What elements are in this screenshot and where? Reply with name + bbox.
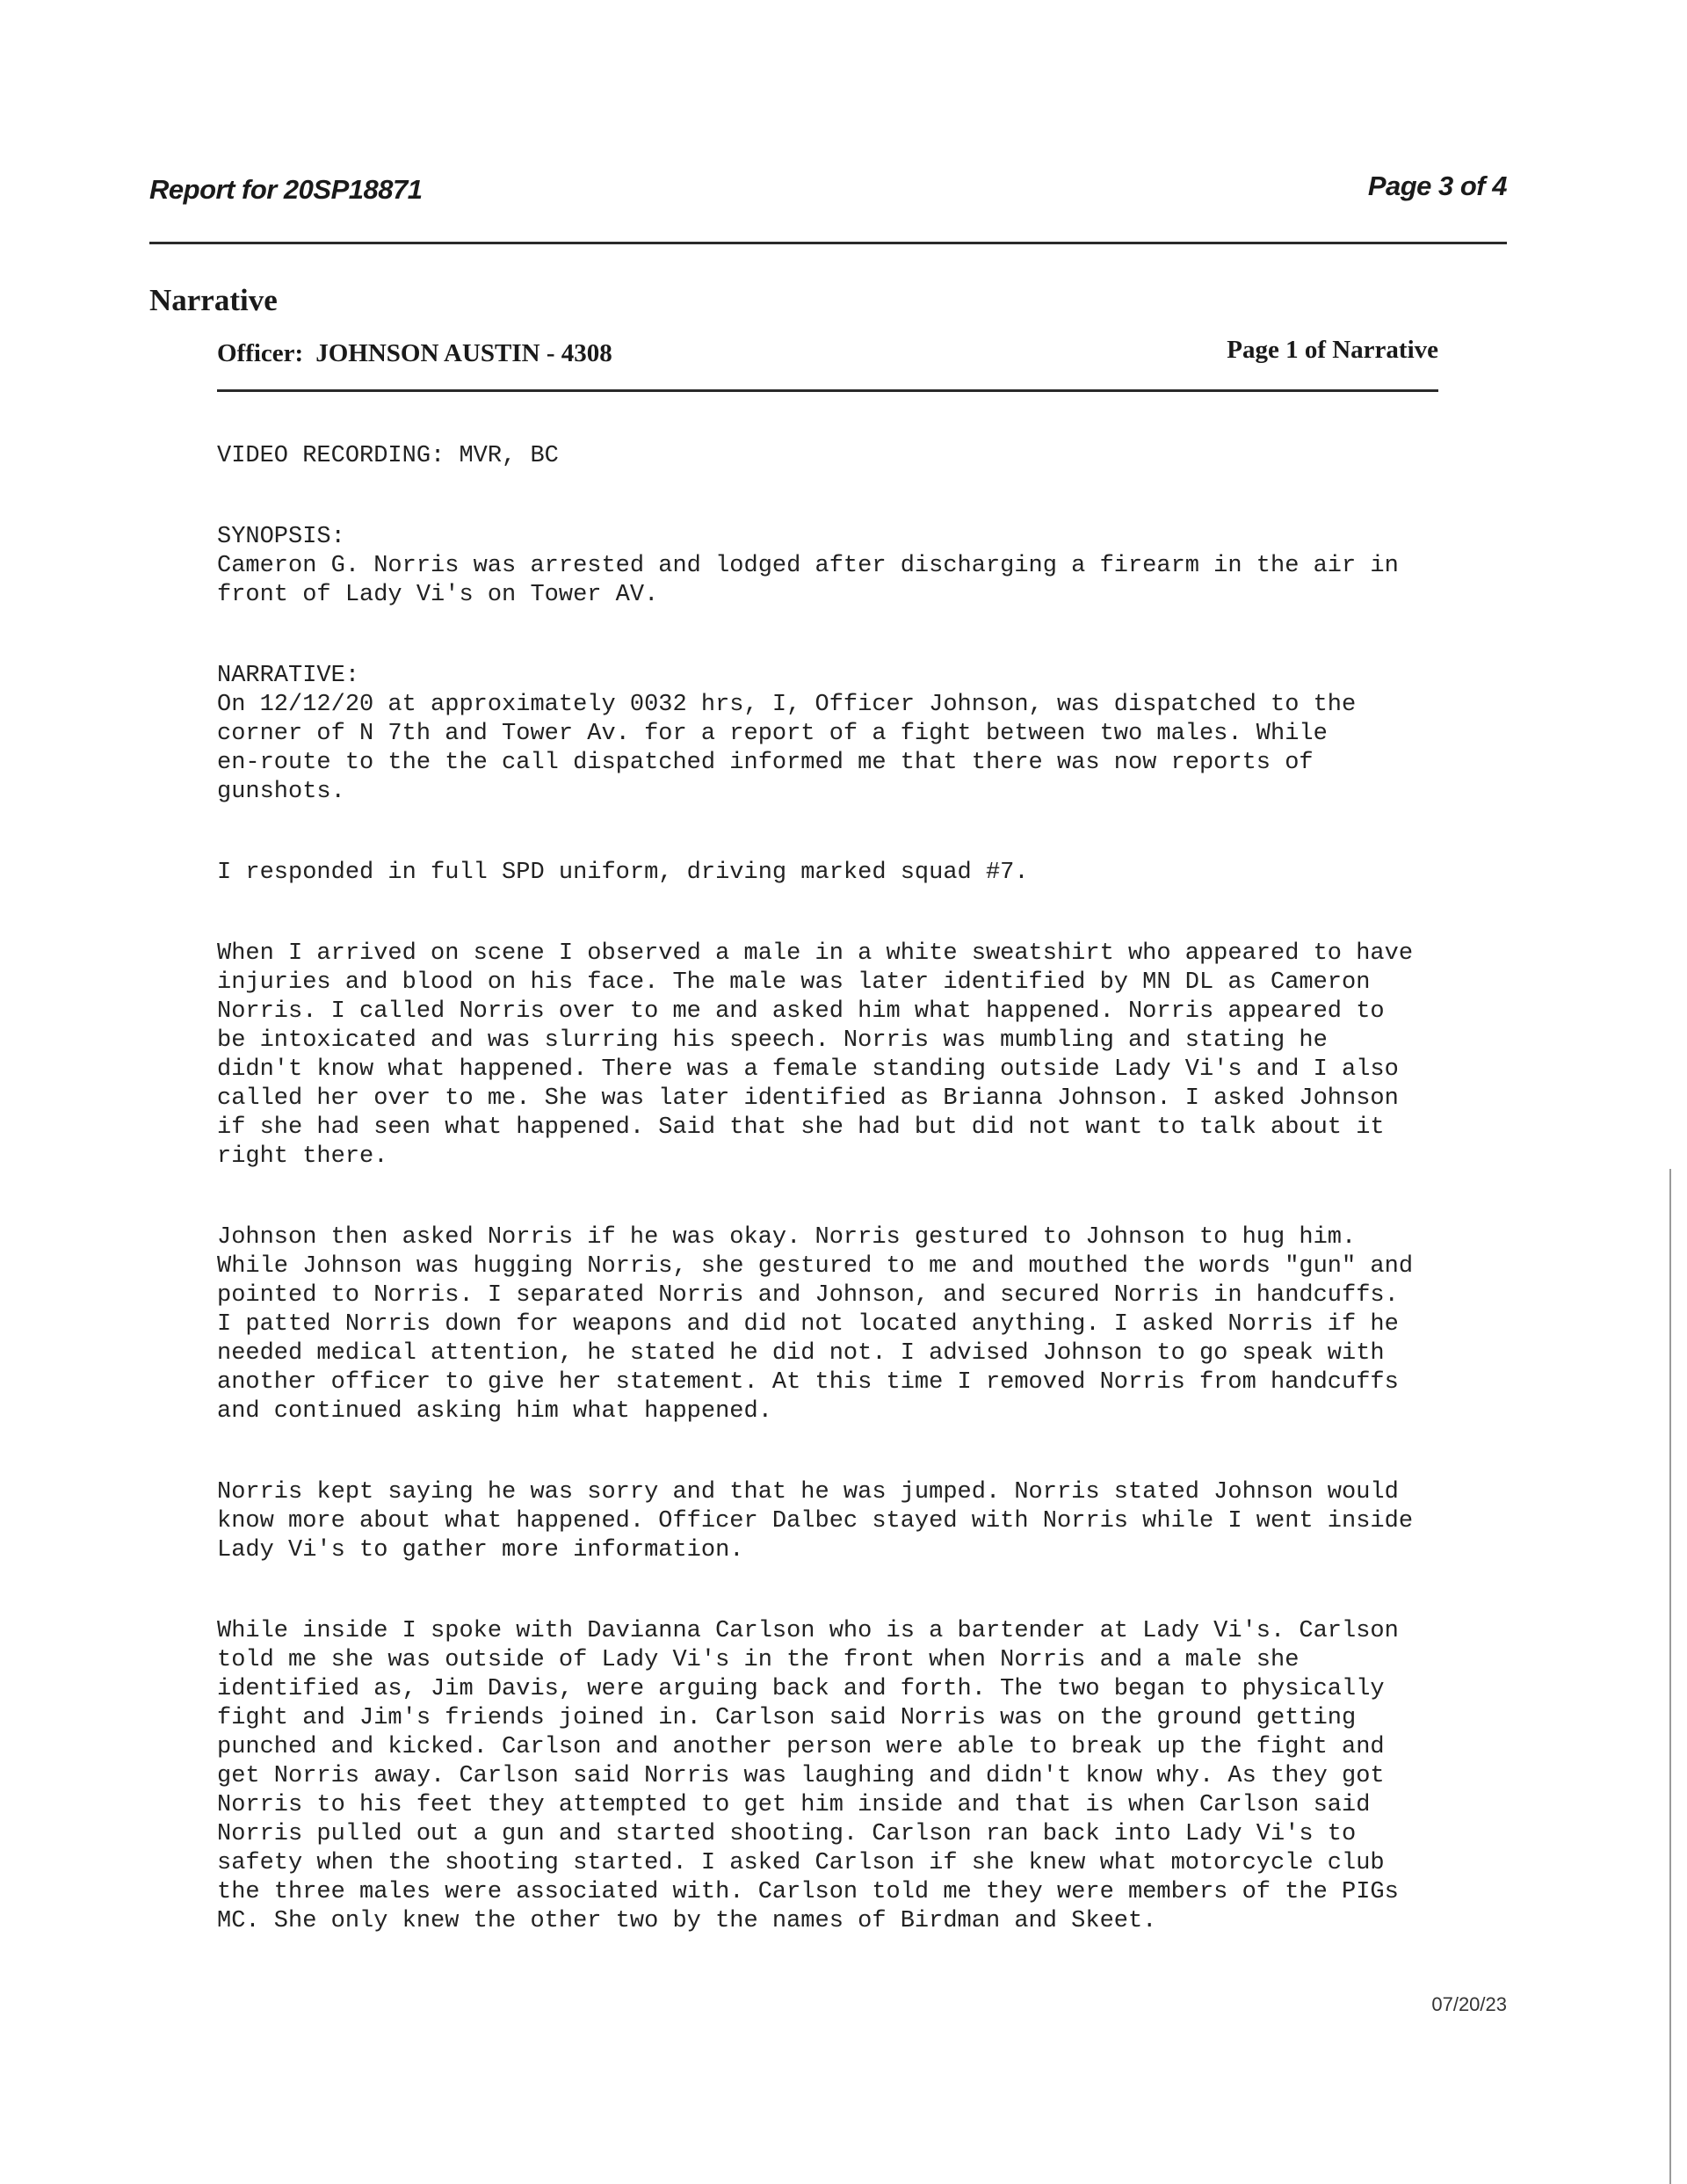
section-heading: Narrative xyxy=(149,283,278,317)
header-divider xyxy=(149,242,1507,244)
page-number: Page 3 of 4 xyxy=(1367,171,1507,201)
narrative-header xyxy=(217,336,1438,374)
report-title: Report for 20SP18871 xyxy=(149,174,423,205)
video-recording-line: VIDEO RECORDING: MVR, BC xyxy=(217,443,559,469)
johnson-paragraph: Johnson then asked Norris if he was okay. Norris gestured to Johnson to hug him. While Johnson was hugging Norris, she gestured to me and mouthed the words "gun" and pointed to Norris. I separated Norris and Johnson, and secured Norris in handcuffs. I patted Norris down for weapons and did not located anything. I asked Norris if he needed medical attention, he stated he did not. I advised Johnson to go speak with another officer to give her statement. At this time I removed Norris from handcuffs and continued asking him what happened. xyxy=(217,1224,1414,1425)
officer-name: JOHNSON AUSTIN - 4308 xyxy=(315,339,612,367)
page-header xyxy=(149,171,1507,218)
scan-edge-line xyxy=(1669,1169,1671,2184)
narrative-divider xyxy=(217,389,1438,392)
inside-paragraph: While inside I spoke with Davianna Carlson who is a bartender at Lady Vi's. Carlson told me she was outside of Lady Vi's in the front when Norris and a male she identified as, Jim Davis, were arguing back and forth. The two began to physically fight and Jim's friends joined in. Carlson said Norris was on the ground getting punched and kicked. Carlson and another person were able to break up the fight and get Norris away. Carlson said Norris was laughing and didn't know why. As they got Norris to his feet they attempted to get him inside and that is when Carlson said Norris pulled out a gun and started shooting. Carlson ran back into Lady Vi's to safety when the shooting started. I asked Carlson if she knew what motorcycle club the three males were associated with. Carlson told me they were members of the PIGs MC. She only knew the other two by the names of Birdman and Skeet. xyxy=(217,1618,1399,1934)
narrative-intro-paragraph: NARRATIVE: On 12/12/20 at approximately 0032 hrs, I, Officer Johnson, was dispatched to the corner of N 7th and Tower Av. for a report of a fight between two males. While en-route to the the call dispatched informed me that there was now reports of gunshots. xyxy=(217,663,1357,805)
officer-line xyxy=(217,339,612,368)
synopsis-paragraph: SYNOPSIS: Cameron G. Norris was arrested and lodged after discharging a firearm in the air in front of Lady Vi's on Tower AV. xyxy=(217,524,1399,608)
arrived-paragraph: When I arrived on scene I observed a male in a white sweatshirt who appeared to have injuries and blood on his face. The male was later identified by MN DL as Cameron Norris. I called Norris over to me and asked him what happened. Norris appeared to be intoxicated and was slurring his speech. Norris was mumbling and stating he didn't know what happened. There was a female standing outside Lady Vi's and I also called her over to me. She was later identified as Brianna Johnson. I asked Johnson if she had seen what happened. Said that she had but did not want to talk about it right there. xyxy=(217,940,1414,1170)
footer-date: 07/20/23 xyxy=(1431,1993,1507,2015)
responded-paragraph: I responded in full SPD uniform, driving marked squad #7. xyxy=(217,860,1029,886)
sorry-paragraph: Norris kept saying he was sorry and that he was jumped. Norris stated Johnson would know more about what happened. Officer Dalbec stayed with Norris while I went inside Lady Vi's to gather more information. xyxy=(217,1479,1414,1564)
narrative-page-number: Page 1 of Narrative xyxy=(1227,336,1438,364)
narrative-body xyxy=(217,413,1465,1988)
officer-label: Officer: xyxy=(217,339,304,367)
